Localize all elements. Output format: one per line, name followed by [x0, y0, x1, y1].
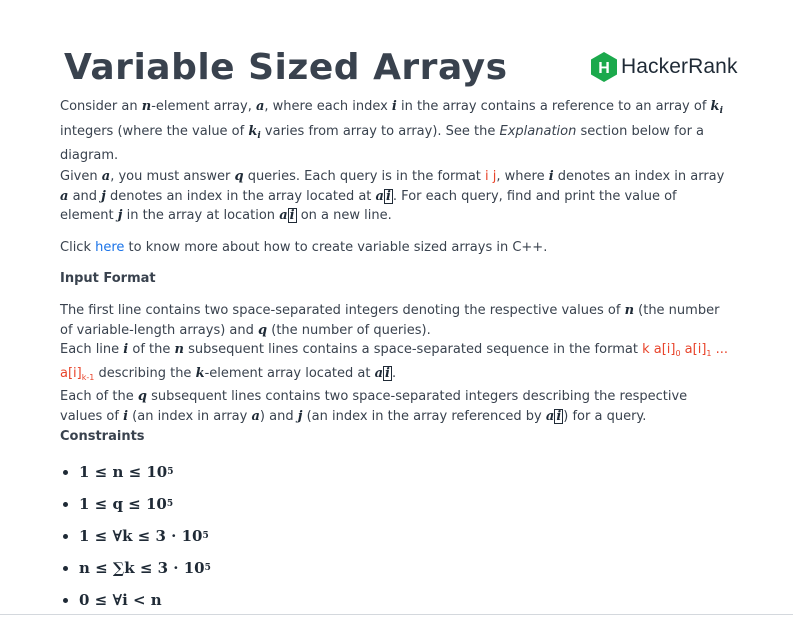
- intro-paragraph: Consider an n-element array, a, where each index i in the array contains a reference to an array of $k_i$ integers (where the value of $k_i$ varies from array to array). See the Explanation section below for a diagram.: [60, 99, 723, 163]
- input-format-heading: Input Format: [60, 271, 156, 286]
- bullet-icon: [63, 502, 68, 507]
- bullet-icon: [63, 470, 68, 475]
- var-a: a: [255, 99, 265, 114]
- bullet-icon: [63, 534, 68, 539]
- bottom-divider: [0, 614, 793, 615]
- click-paragraph: Click here to know more about how to create variable sized arrays in C++.: [60, 240, 548, 255]
- constraints-heading: Constraints: [60, 429, 145, 444]
- hackerrank-hex-icon: [590, 52, 618, 82]
- constraint-item: n ≤ ∑k ≤ 3 · 10 5: [60, 552, 211, 584]
- explanation-ref: Explanation: [499, 123, 577, 139]
- input-format-paragraph: The first line contains two space-separated integers denoting the respective values of n (the number of variable-length arrays) and q (the number of queries). Each line i of the n subsequent lines contains a space-separated sequence in the format k $a[i]_0$ $a[i]_1$ ... $a[i]_{k-1}$ describing the k-element array located at a i . Each of the q subsequent lines contains two space-separated integers describing the respective values of i (an index in array a) and j (an index in the array referenced by a i ) for a query.: [60, 303, 729, 424]
- constraint-item: 0 ≤ ∀i < n: [60, 584, 211, 616]
- constraint-item: 1 ≤ n ≤ 10 5: [60, 456, 211, 488]
- var-k-i: $k_i$: [248, 123, 261, 141]
- brand-name: HackerRank: [621, 55, 738, 78]
- hex-letter: H: [598, 60, 610, 77]
- queries-paragraph: Given a, you must answer q queries. Each query is in the format i j, where i denotes an index in array a and j denotes an index in the array located at a i . For each query, find and print the value of element j in the array at location a i on a new line.: [60, 169, 725, 223]
- bullet-icon: [63, 598, 68, 603]
- constraints-list: [60, 456, 211, 616]
- var-i: i: [391, 99, 397, 114]
- query-format-code: i j: [485, 169, 497, 184]
- here-link[interactable]: here: [95, 240, 125, 255]
- hackerrank-logo[interactable]: [590, 52, 738, 82]
- constraint-item: 1 ≤ q ≤ 10 5: [60, 488, 211, 520]
- constraint-item: 1 ≤ ∀k ≤ 3 · 10 5: [60, 520, 211, 552]
- var-k-i: $k_i$: [710, 99, 723, 116]
- bullet-icon: [63, 566, 68, 571]
- page-title: Variable Sized Arrays: [64, 47, 508, 88]
- array-format-code: k $a[i]_0$ $a[i]_1$ ... $a[i]_{k-1}$: [60, 342, 729, 382]
- var-n: n: [141, 99, 152, 114]
